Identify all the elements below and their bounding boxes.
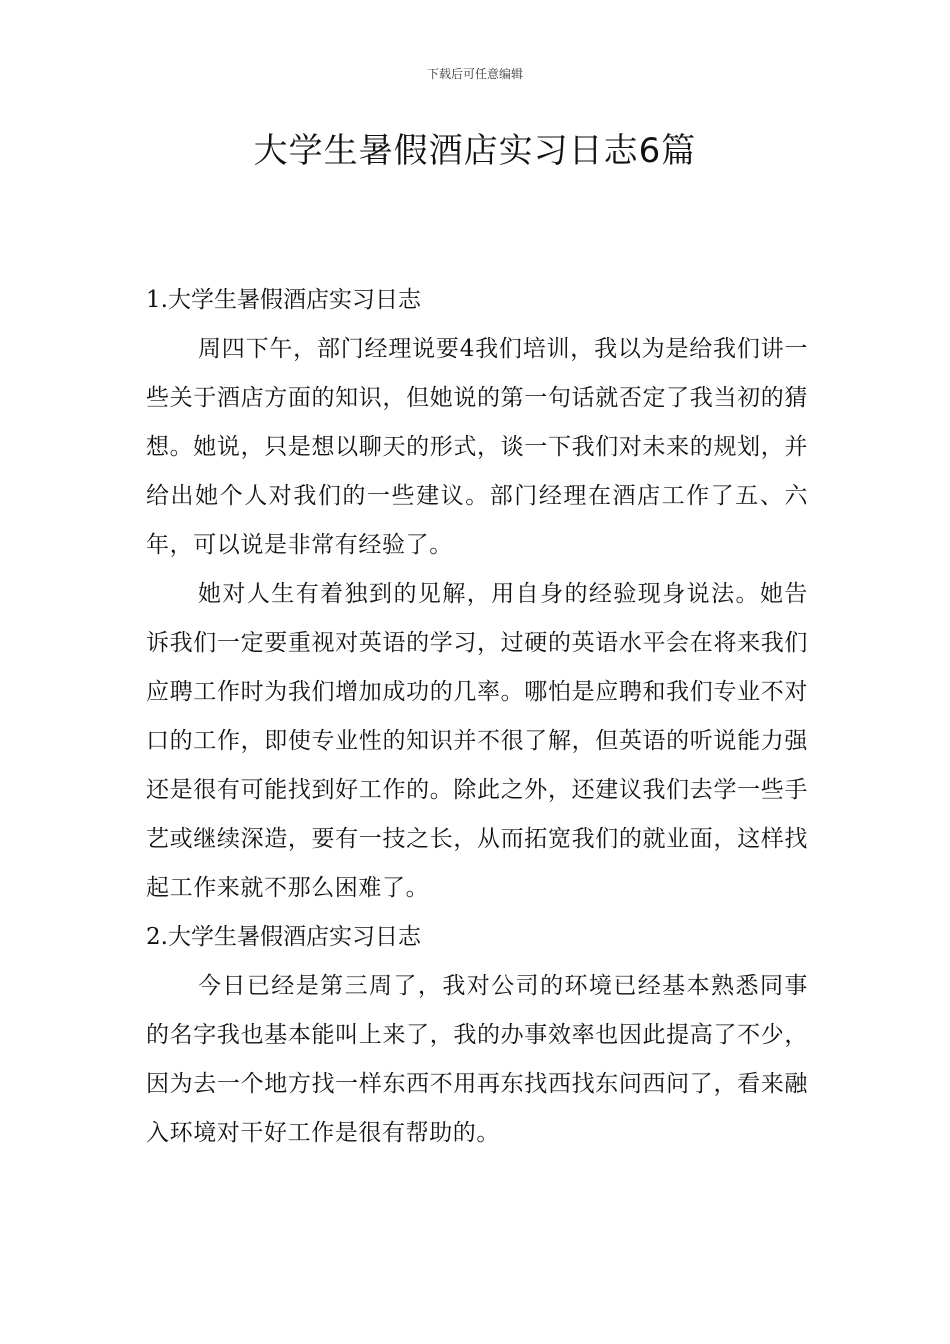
section-heading: 2.大学生暑假酒店实习日志 (146, 924, 421, 950)
section-1 (146, 276, 808, 913)
section-heading: 1.大学生暑假酒店实习日志 (146, 287, 421, 313)
paragraph: 周四下午，部门经理说要4我们培训，我以为是给我们讲一些关于酒店方面的知识，但她说的第一句话就否定了我当初的猜想。她说，只是想以聊天的形式，谈一下我们对未来的规划，并给出她个人对我们的一些建议。部门经理在酒店工作了五、六年，可以说是非常有经验了。 (146, 336, 808, 558)
document-title: 大学生暑假酒店实习日志6篇 (253, 131, 697, 171)
header-note: 下载后可任意编辑 (426, 67, 523, 81)
paragraph: 她对人生有着独到的见解，用自身的经验现身说法。她告诉我们一定要重视对英语的学习，过硬的英语水平会在将来我们应聘工作时为我们增加成功的几率。哪怕是应聘和我们专业不对口的工作，即使专业性的知识并不很了解，但英语的听说能力强还是很有可能找到好工作的。除此之外，还建议我们去学一些手艺或继续深造，要有一技之长，从而拓宽我们的就业面，这样找起工作来就不那么困难了。 (146, 581, 808, 901)
section-2 (146, 913, 808, 1158)
paragraph: 今日已经是第三周了，我对公司的环境已经基本熟悉同事的名字我也基本能叫上来了，我的办事效率也因此提高了不少，因为去一个地方找一样东西不用再东找西找东问西问了，看来融入环境对干好工作是很有帮助的。 (146, 973, 808, 1146)
document-body (146, 276, 808, 1158)
